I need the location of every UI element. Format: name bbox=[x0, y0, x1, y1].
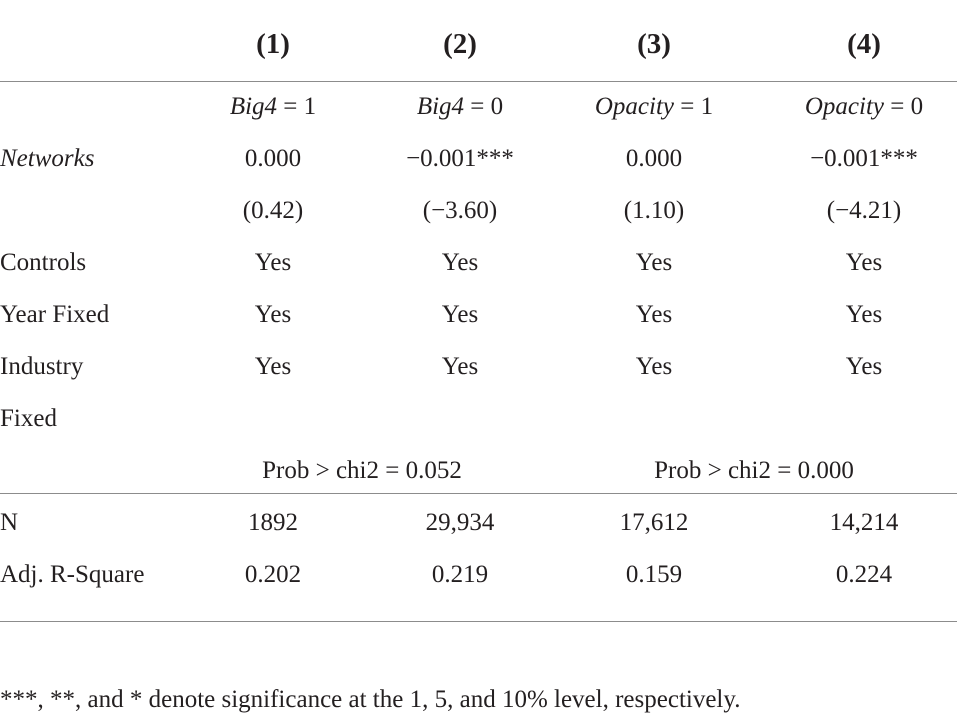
industry-fixed-value-3: Yes bbox=[635, 353, 673, 380]
adj-r2-value-4: 0.224 bbox=[835, 561, 893, 588]
n-value-2: 29,934 bbox=[425, 509, 495, 536]
industry-fixed-label-line2: Fixed bbox=[0, 405, 57, 432]
column-header-4: (4) bbox=[847, 28, 881, 60]
n-row bbox=[0, 503, 957, 543]
subgroup-3-var: Opacity bbox=[594, 93, 675, 120]
n-label: N bbox=[0, 509, 19, 536]
networks-coef-1: 0.000 bbox=[244, 145, 302, 172]
n-value-4: 14,214 bbox=[829, 509, 899, 536]
year-fixed-value-3: Yes bbox=[635, 301, 673, 328]
controls-value-4: Yes bbox=[845, 249, 883, 276]
industry-fixed-label-line1: Industry bbox=[0, 353, 84, 380]
table-footnote: ***, **, and * denote significance at the 1, 5, and 10% level, respectively. bbox=[0, 686, 741, 713]
stats-rule bbox=[0, 493, 957, 494]
adj-r2-label: Adj. R-Square bbox=[0, 561, 145, 588]
controls-label: Controls bbox=[0, 249, 87, 276]
networks-coef-4: −0.001*** bbox=[810, 145, 918, 172]
year-fixed-label: Year Fixed bbox=[0, 301, 110, 328]
industry-fixed-value-2: Yes bbox=[441, 353, 479, 380]
adj-r2-value-2: 0.219 bbox=[431, 561, 489, 588]
subgroup-row bbox=[0, 87, 957, 127]
adj-r2-value-3: 0.159 bbox=[625, 561, 683, 588]
subgroup-2-var: Big4 bbox=[416, 93, 465, 120]
chi2-test-big4: Prob > chi2 = 0.052 bbox=[262, 457, 462, 484]
column-header-row bbox=[0, 22, 957, 66]
chi2-row bbox=[0, 451, 957, 491]
networks-coef-3: 0.000 bbox=[625, 145, 683, 172]
industry-fixed-row bbox=[0, 347, 957, 387]
subgroup-3-eq: = 1 bbox=[674, 93, 714, 120]
subgroup-4-var: Opacity bbox=[804, 93, 885, 120]
adj-r2-row bbox=[0, 555, 957, 595]
industry-fixed-value-1: Yes bbox=[254, 353, 292, 380]
column-header-1: (1) bbox=[256, 28, 290, 60]
controls-row bbox=[0, 243, 957, 283]
subgroup-4-eq: = 0 bbox=[884, 93, 924, 120]
subgroup-2-eq: = 0 bbox=[464, 93, 504, 120]
header-rule bbox=[0, 81, 957, 82]
networks-tstat-4: (−4.21) bbox=[826, 197, 902, 224]
networks-tstat-3: (1.10) bbox=[623, 197, 685, 224]
controls-value-1: Yes bbox=[254, 249, 292, 276]
networks-tstat-2: (−3.60) bbox=[422, 197, 498, 224]
n-value-3: 17,612 bbox=[619, 509, 689, 536]
subgroup-4 bbox=[805, 87, 923, 127]
controls-value-3: Yes bbox=[635, 249, 673, 276]
bottom-rule bbox=[0, 621, 957, 622]
industry-fixed-row-cont bbox=[0, 399, 957, 439]
networks-label: Networks bbox=[0, 145, 95, 172]
n-value-1: 1892 bbox=[248, 509, 298, 536]
year-fixed-value-2: Yes bbox=[441, 301, 479, 328]
adj-r2-value-1: 0.202 bbox=[244, 561, 302, 588]
chi2-test-opacity: Prob > chi2 = 0.000 bbox=[654, 457, 854, 484]
year-fixed-row bbox=[0, 295, 957, 335]
tstat-row bbox=[0, 191, 957, 231]
subgroup-3 bbox=[595, 87, 713, 127]
subgroup-1-var: Big4 bbox=[229, 93, 278, 120]
column-header-2: (2) bbox=[443, 28, 477, 60]
networks-coef-2: −0.001*** bbox=[406, 145, 514, 172]
industry-fixed-value-4: Yes bbox=[845, 353, 883, 380]
subgroup-1 bbox=[230, 87, 316, 127]
year-fixed-value-4: Yes bbox=[845, 301, 883, 328]
networks-row bbox=[0, 139, 957, 179]
subgroup-1-eq: = 1 bbox=[277, 93, 317, 120]
subgroup-2 bbox=[417, 87, 503, 127]
networks-tstat-1: (0.42) bbox=[242, 197, 304, 224]
controls-value-2: Yes bbox=[441, 249, 479, 276]
column-header-3: (3) bbox=[637, 28, 671, 60]
year-fixed-value-1: Yes bbox=[254, 301, 292, 328]
